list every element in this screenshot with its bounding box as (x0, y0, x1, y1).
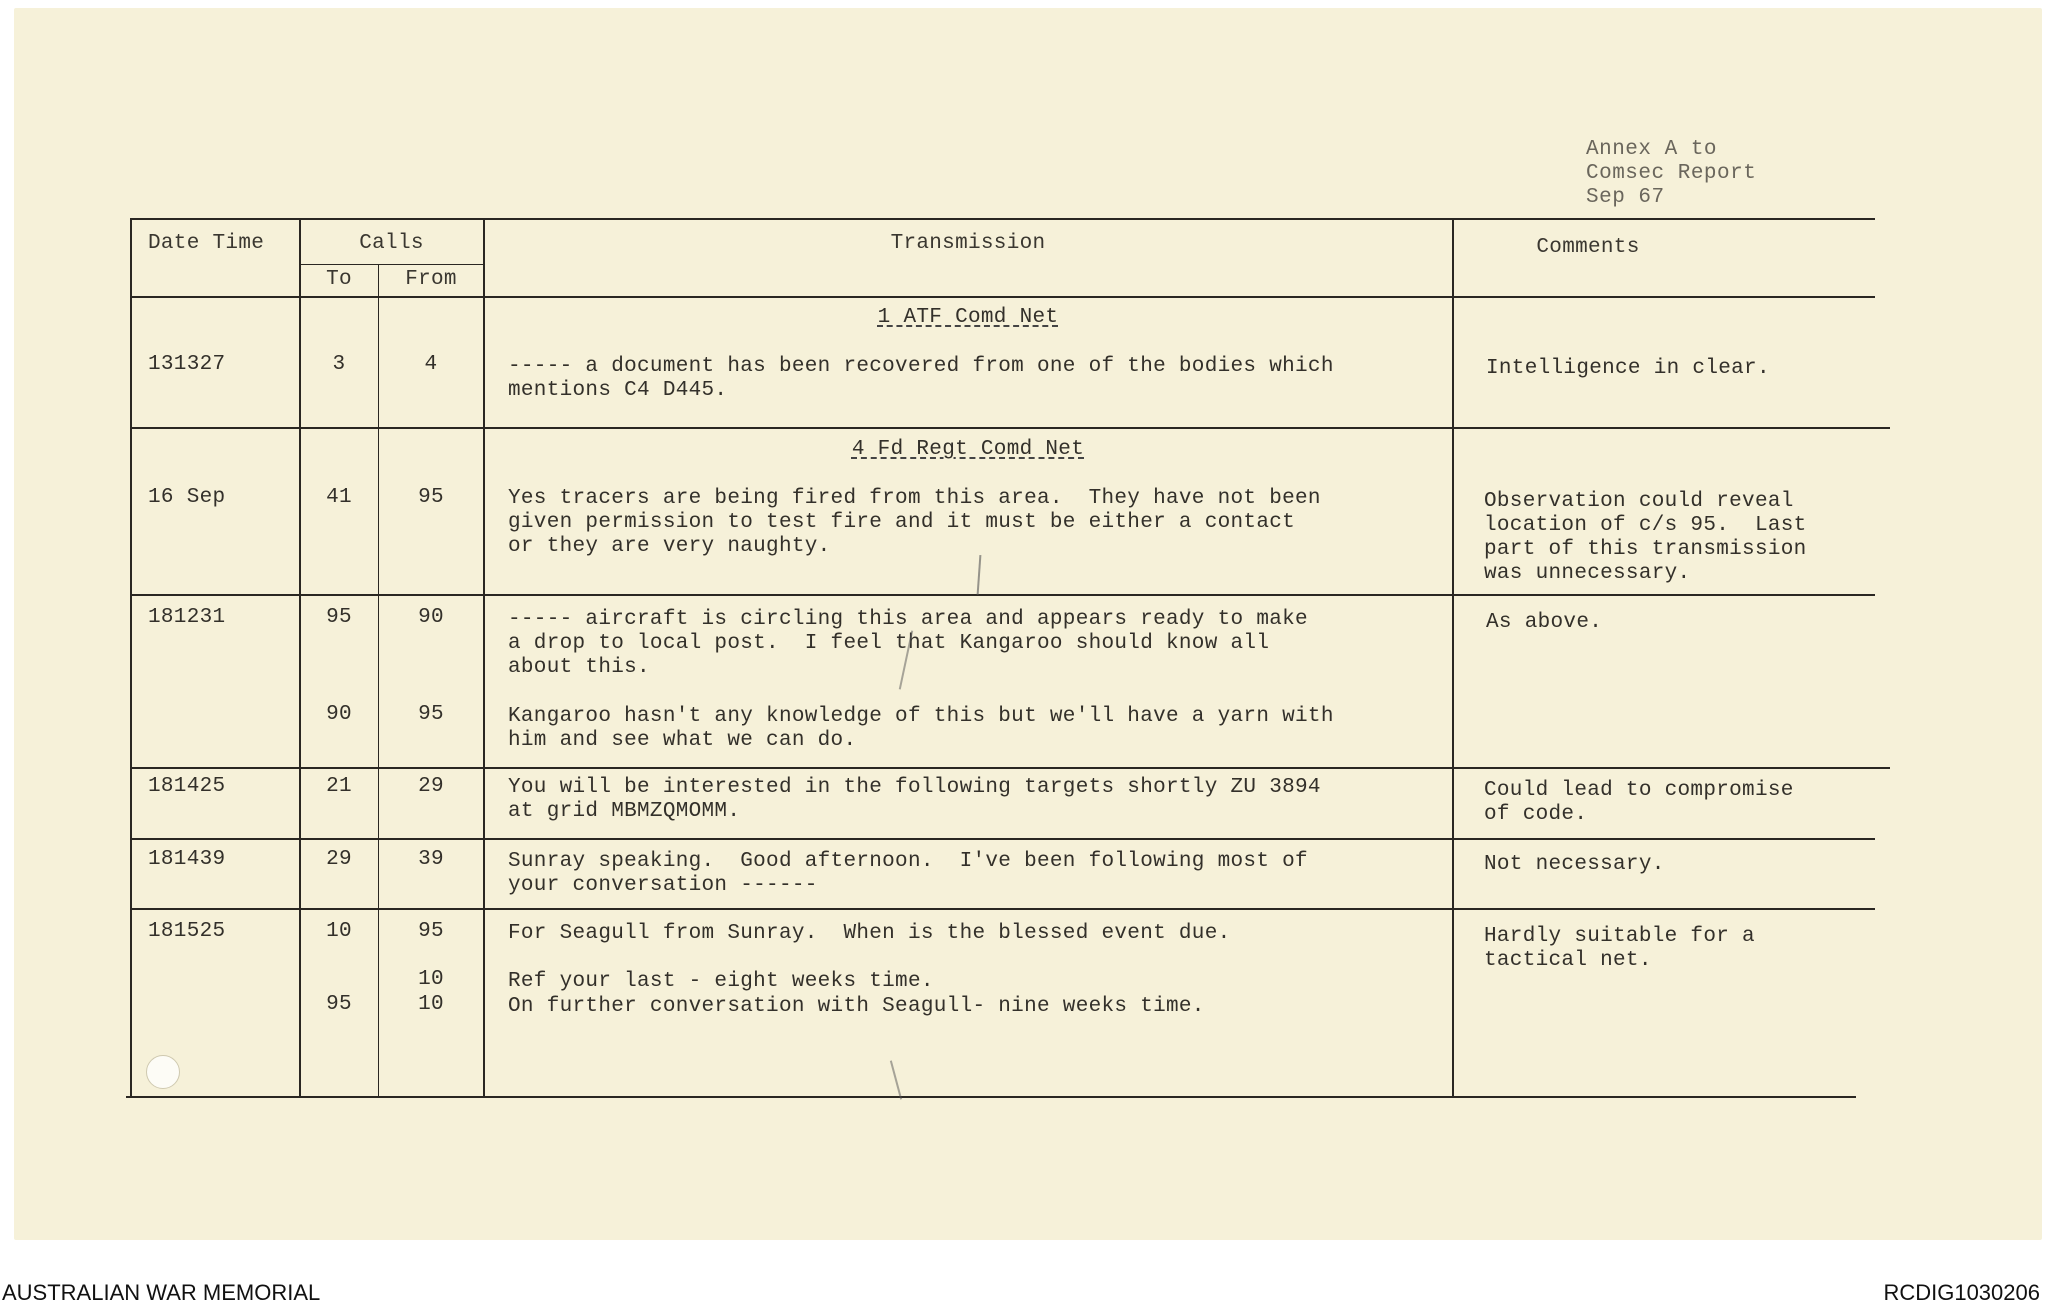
row-divider (130, 427, 1890, 429)
net-title: 1 ATF Comd Net (877, 306, 1059, 329)
comment-line: Observation could reveal (1484, 490, 1794, 513)
header-comments: Comments (1536, 236, 1640, 259)
header-date-time: Date Time (148, 232, 265, 255)
comment-line: As above. (1486, 611, 1603, 634)
transmission-line: ----- a document has been recovered from one of the bodies which (508, 355, 1334, 378)
row-call-from: 95 (418, 920, 444, 943)
row-call-to: 3 (332, 353, 346, 376)
row-datetime: 181525 (148, 920, 226, 943)
calls-subheader-divider (299, 264, 483, 265)
comment-line: was unnecessary. (1484, 562, 1691, 585)
table-bottom-border (126, 1096, 1856, 1098)
transmission-line: Ref your last - eight weeks time. (508, 970, 934, 993)
row-call-to: 10 (326, 920, 352, 943)
comment-line: of code. (1484, 803, 1588, 826)
row-call-from: 95 (418, 486, 444, 509)
row-call-from: 4 (424, 353, 438, 376)
column-divider-transmission (483, 218, 485, 1096)
row-call-from: 10 (418, 993, 444, 1016)
header-from: From (405, 268, 457, 291)
transmission-line: Kangaroo hasn't any knowledge of this but we'll have a yarn with (508, 705, 1334, 728)
transmission-line: Sunray speaking. Good afternoon. I've been following most of (508, 850, 1308, 873)
comment-line: Not necessary. (1484, 853, 1665, 876)
comment-line: part of this transmission (1484, 538, 1807, 561)
row-call-to: 95 (326, 993, 352, 1016)
transmission-line: For Seagull from Sunray. When is the blessed event due. (508, 922, 1231, 945)
row-divider (130, 908, 1875, 910)
row-call-to: 90 (326, 703, 352, 726)
row-call-from: 29 (418, 775, 444, 798)
comment-line: Intelligence in clear. (1486, 357, 1770, 380)
transmission-line: mentions C4 D445. (508, 379, 728, 402)
transmission-line: or they are very naughty. (508, 535, 831, 558)
column-divider-comments (1452, 218, 1454, 1096)
header-bottom-border (130, 296, 1875, 298)
header-transmission: Transmission (890, 232, 1046, 255)
transmission-line: You will be interested in the following targets shortly ZU 3894 (508, 776, 1321, 799)
transmission-line: On further conversation with Seagull- nine weeks time. (508, 995, 1205, 1018)
annex-line: Comsec Report (1586, 162, 1757, 185)
row-call-from: 10 (418, 968, 444, 991)
row-datetime: 181231 (148, 606, 226, 629)
annex-line: Sep 67 (1586, 186, 1665, 209)
comment-line: tactical net. (1484, 949, 1652, 972)
row-divider (130, 594, 1875, 596)
transmission-line: given permission to test fire and it must be either a contact (508, 511, 1296, 534)
comment-line: Could lead to compromise (1484, 779, 1794, 802)
row-datetime: 181439 (148, 848, 226, 871)
row-divider (130, 838, 1875, 840)
row-call-to: 41 (326, 486, 352, 509)
row-datetime: 131327 (148, 353, 226, 376)
annex-line: Annex A to (1586, 138, 1718, 161)
transmission-line: ----- aircraft is circling this area and appears ready to make (508, 608, 1308, 631)
row-datetime: 16 Sep (148, 486, 226, 509)
header-to: To (326, 268, 352, 291)
transmission-line: Yes tracers are being fired from this area. They have not been (508, 487, 1321, 510)
table-top-border (130, 218, 1875, 220)
row-call-from: 39 (418, 848, 444, 871)
transmission-line: about this. (508, 656, 650, 679)
footer-identifier: RCDIG1030206 (1883, 1280, 2040, 1305)
transmission-line: him and see what we can do. (508, 729, 857, 752)
row-datetime: 181425 (148, 775, 226, 798)
column-divider-calls (299, 218, 301, 1096)
table-left-border (130, 218, 132, 1096)
punch-hole (146, 1055, 180, 1089)
annex-reference (1586, 138, 1756, 210)
row-call-to: 21 (326, 775, 352, 798)
transmission-line: a drop to local post. I feel that Kangaroo should know all (508, 632, 1270, 655)
comment-line: location of c/s 95. Last (1484, 514, 1807, 537)
net-title: 4 Fd Regt Comd Net (851, 438, 1085, 461)
transmission-line: your conversation ------ (508, 874, 818, 897)
transmission-line: at grid MBMZQMOMM. (508, 800, 741, 823)
header-calls: Calls (359, 232, 424, 255)
row-call-to: 95 (326, 606, 352, 629)
row-divider (130, 767, 1890, 769)
comment-line: Hardly suitable for a (1484, 925, 1755, 948)
row-call-to: 29 (326, 848, 352, 871)
row-call-from: 95 (418, 703, 444, 726)
row-call-from: 90 (418, 606, 444, 629)
footer-source: AUSTRALIAN WAR MEMORIAL (2, 1280, 321, 1305)
